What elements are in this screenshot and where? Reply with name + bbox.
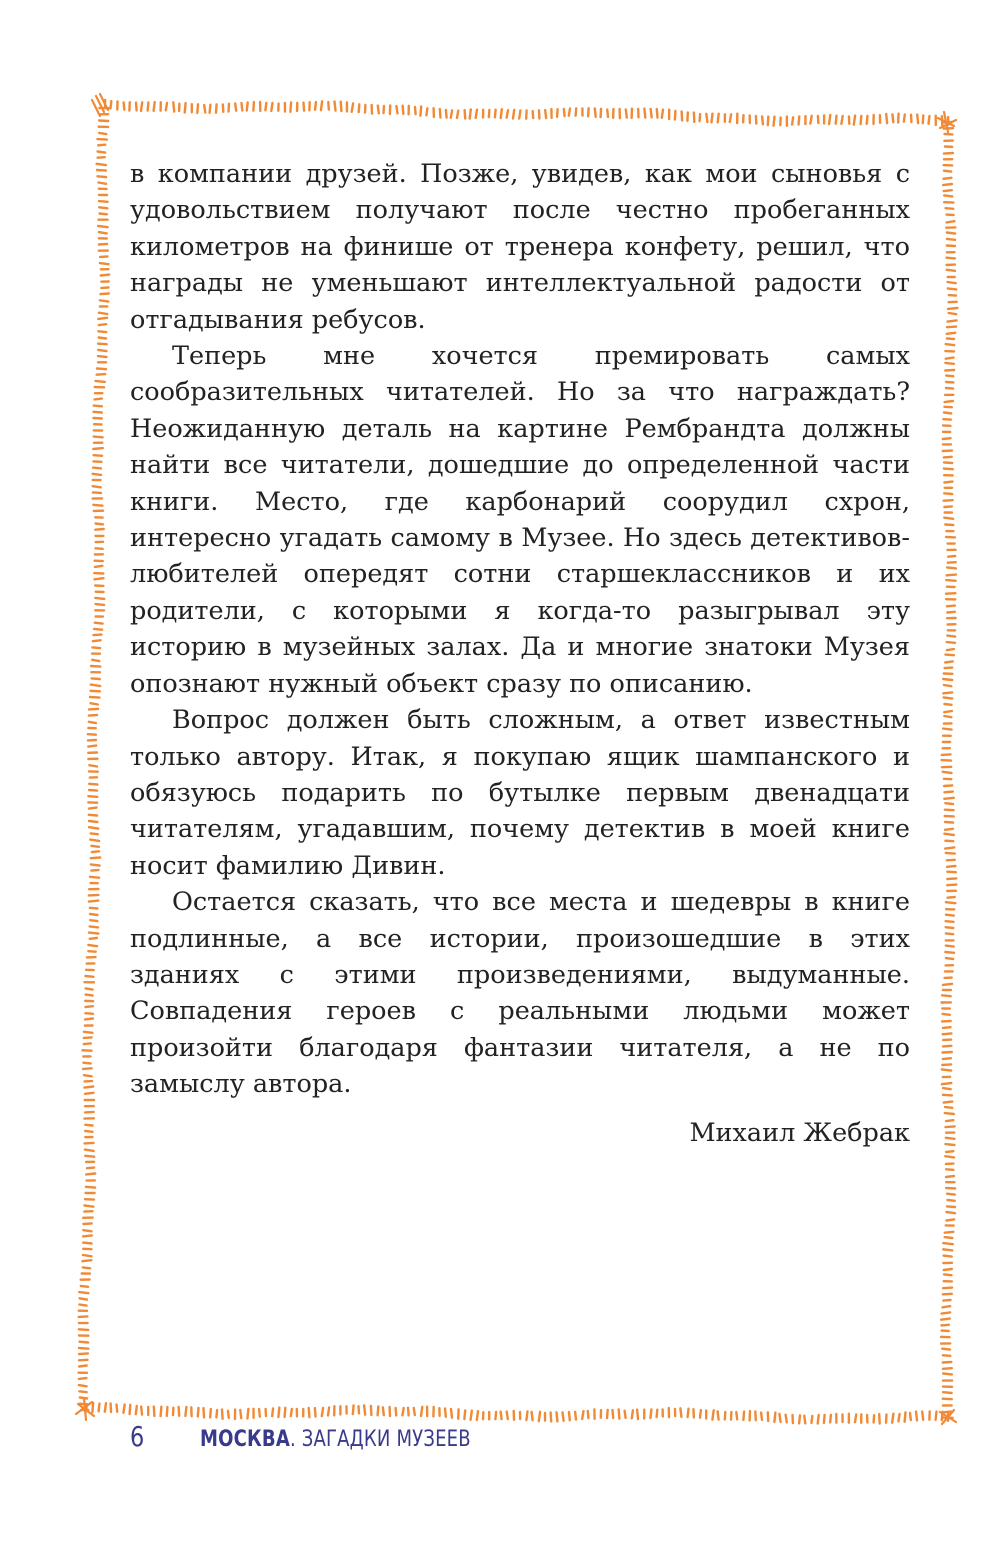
frame-corner-3	[76, 1398, 94, 1420]
body-text	[130, 156, 910, 1103]
paragraph-4: Остается сказать, что все места и шедевры в книге подлинные, а все истории, произошедшие в этих зданиях с этими произведениями, выдуманные. Совпадения героев с реальными людьми может произойти благодаря фантазии читателя, а не по замыслу автора.	[130, 887, 910, 1100]
paragraph-3: Вопрос должен быть сложным, а ответ известным только автору. Итак, я покупаю ящик шампанского и обязуюсь подарить по бутылке первым двенадцати читателям, угадавшим, почему детектив в моей книге носит фамилию Дивин.	[130, 705, 910, 881]
frame-side-4	[79, 108, 110, 1410]
running-title-city: МОСКВА	[200, 1427, 290, 1452]
frame-side-2	[941, 122, 957, 1418]
page-number: 6	[130, 1420, 145, 1453]
running-title-subtitle: . ЗАГАДКИ МУЗЕЕВ	[289, 1427, 471, 1452]
frame-corner-1	[92, 94, 108, 116]
running-title	[200, 1427, 471, 1452]
frame-corner-4	[940, 1410, 956, 1424]
frame-corner-2	[938, 112, 956, 132]
page-footer	[130, 1420, 530, 1460]
author-signature: Михаил Жебрак	[689, 1118, 910, 1148]
paragraph-2: Теперь мне хочется премировать самых сообразительных читателей. Но за что награждать? Неожиданную деталь на картине Рембрандта должны найти все читатели, дошедшие до определенной части книги. Место, где карбонарий соорудил схрон, интересно угадать самому в Музее. Но здесь детективов-любителей опередят сотни старшеклассников и их родители, с которыми я когда-то разыгрывал эту историю в музейных залах. Да и многие знатоки Музея опознают нужный объект сразу по описанию.	[130, 341, 910, 699]
paragraph-1: в компании друзей. Позже, увидев, как мои сыновья с удовольствием получают после честно пробеганных километров на финише от тренера конфету, решил, что награды не уменьшают интеллектуальной радости от отгадывания ребусов.	[130, 159, 910, 335]
frame-side-1	[105, 100, 948, 126]
